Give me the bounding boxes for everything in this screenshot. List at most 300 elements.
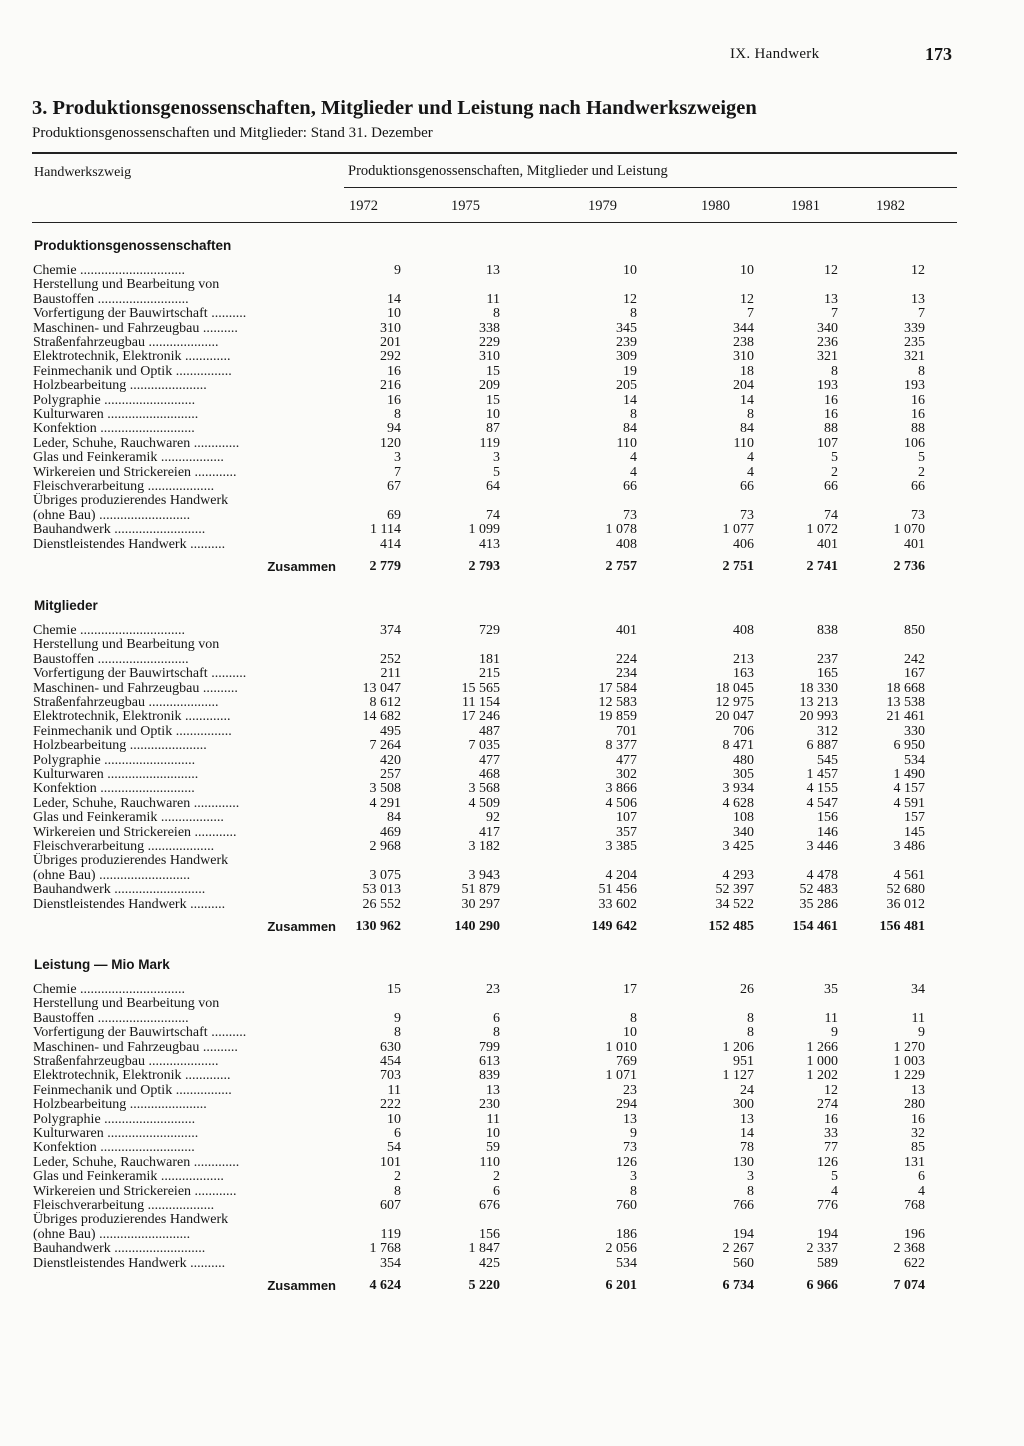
table-cell: 110 — [479, 1154, 500, 1170]
row-label: Fleischverarbeitung ................... — [33, 839, 215, 854]
table-row — [0, 982, 1024, 997]
table-cell: 222 — [380, 1097, 401, 1113]
table-cell: 194 — [817, 1226, 838, 1242]
table-cell: 224 — [616, 651, 637, 667]
table-cell: 354 — [380, 1255, 401, 1271]
table-cell: 340 — [817, 320, 838, 336]
table-cell: 156 — [479, 1226, 500, 1242]
table-cell: 14 — [740, 392, 754, 408]
table-cell: 589 — [817, 1255, 838, 1271]
table-cell: 193 — [904, 378, 925, 394]
table-row — [0, 681, 1024, 696]
table-row — [0, 277, 1024, 292]
row-label: Maschinen- und Fahrzeugbau .......... — [33, 680, 238, 696]
table-cell: 487 — [479, 723, 500, 739]
table-cell: 9 — [831, 1025, 838, 1041]
table-cell: 8 — [918, 363, 925, 379]
table-cell: 13 213 — [799, 695, 838, 710]
table-cell: 8 — [831, 363, 838, 379]
table-cell: 126 — [817, 1154, 838, 1170]
table-cell: 408 — [616, 536, 637, 552]
table-cell: 495 — [380, 723, 401, 739]
table-cell: 8 — [394, 1025, 401, 1041]
table-cell: 15 565 — [461, 680, 500, 696]
table-cell: 3 — [630, 1169, 637, 1185]
table-cell: 156 — [817, 810, 838, 826]
table-cell: 107 — [616, 810, 637, 826]
table-cell: 73 — [911, 507, 925, 523]
table-row — [0, 666, 1024, 681]
table-cell: 88 — [824, 421, 838, 437]
table-cell: 10 — [740, 263, 754, 278]
table-cell: 181 — [479, 651, 500, 667]
row-label: Glas und Feinkeramik .................. — [33, 810, 224, 826]
table-cell: 6 887 — [806, 738, 838, 754]
table-cell: 8 — [394, 407, 401, 422]
total-cell: 2 736 — [893, 559, 925, 574]
table-cell: 2 968 — [369, 839, 401, 854]
table-cell: 110 — [616, 435, 637, 451]
table-cell: 3 508 — [369, 781, 401, 797]
table-cell: 3 866 — [605, 781, 637, 797]
row-label: Vorfertigung der Bauwirtschaft .......... — [33, 1025, 247, 1041]
table-row — [0, 1227, 1024, 1242]
table-cell: 14 — [387, 291, 401, 307]
row-label: Baustoffen .......................... — [33, 291, 189, 307]
table-cell: 66 — [740, 479, 754, 494]
table-row — [0, 1140, 1024, 1155]
table-cell: 274 — [817, 1097, 838, 1113]
table-row — [0, 1054, 1024, 1069]
table-cell: 3 — [493, 450, 500, 466]
table-cell: 11 — [911, 1010, 925, 1026]
table-cell: 14 — [740, 1126, 754, 1141]
table-cell: 839 — [479, 1068, 500, 1084]
row-label: Kulturwaren .......................... — [33, 1126, 199, 1141]
table-cell: 87 — [486, 421, 500, 437]
table-cell: 469 — [380, 824, 401, 840]
table-cell: 305 — [733, 767, 754, 782]
row-label: Chemie .............................. — [33, 263, 186, 278]
table-row — [0, 407, 1024, 422]
table-cell: 193 — [817, 378, 838, 394]
table-cell: 108 — [733, 810, 754, 826]
table-cell: 16 — [824, 407, 838, 422]
table-cell: 1 266 — [806, 1039, 838, 1055]
table-cell: 534 — [616, 1255, 637, 1271]
table-cell: 4 — [831, 1183, 838, 1199]
table-cell: 6 — [394, 1126, 401, 1141]
running-head: IX. Handwerk — [730, 46, 820, 62]
header-rule — [32, 222, 957, 223]
table-cell: 194 — [733, 1226, 754, 1242]
table-cell: 88 — [911, 421, 925, 437]
table-cell: 3 425 — [722, 839, 754, 854]
table-row — [0, 738, 1024, 753]
table-cell: 560 — [733, 1255, 754, 1271]
table-row — [0, 709, 1024, 724]
table-cell: 3 182 — [468, 839, 500, 854]
table-cell: 26 — [740, 982, 754, 997]
table-cell: 4 — [630, 450, 637, 466]
table-cell: 1 000 — [806, 1054, 838, 1069]
table-cell: 64 — [486, 479, 500, 494]
table-cell: 4 561 — [893, 867, 925, 883]
table-cell: 165 — [817, 666, 838, 682]
table-cell: 706 — [733, 723, 754, 739]
table-cell: 7 035 — [468, 738, 500, 754]
table-cell: 66 — [911, 479, 925, 494]
table-cell: 216 — [380, 378, 401, 394]
year-header-3: 1980 — [701, 198, 730, 214]
table-cell: 235 — [904, 335, 925, 350]
row-label: Polygraphie .......................... — [33, 392, 196, 408]
table-row — [0, 810, 1024, 825]
table-cell: 8 — [394, 1183, 401, 1199]
table-cell: 5 — [493, 464, 500, 480]
table-row — [0, 292, 1024, 307]
total-cell: 2 741 — [806, 559, 838, 574]
table-cell: 213 — [733, 651, 754, 667]
table-row — [0, 393, 1024, 408]
table-cell: 4 157 — [893, 781, 925, 797]
table-cell: 17 — [623, 982, 637, 997]
table-cell: 20 047 — [715, 709, 754, 725]
table-cell: 77 — [824, 1140, 838, 1156]
row-label: Leder, Schuhe, Rauchwaren ............. — [33, 795, 240, 811]
table-cell: 18 330 — [799, 680, 838, 696]
table-row — [0, 306, 1024, 321]
row-label: Dienstleistendes Handwerk .......... — [33, 536, 226, 552]
row-label: Übriges produzierendes Handwerk — [33, 1212, 229, 1228]
table-cell: 51 456 — [598, 882, 637, 898]
table-cell: 9 — [394, 1010, 401, 1026]
group-rule — [344, 187, 957, 188]
table-cell: 11 — [824, 1010, 838, 1026]
table-cell: 357 — [616, 824, 637, 840]
row-label: Herstellung und Bearbeitung von — [33, 996, 220, 1012]
table-cell: 3 — [394, 450, 401, 466]
table-row — [0, 868, 1024, 883]
table-cell: 1 099 — [468, 522, 500, 538]
table-row — [0, 753, 1024, 768]
table-cell: 4 628 — [722, 795, 754, 811]
table-cell: 12 — [623, 291, 637, 307]
row-label: Glas und Feinkeramik .................. — [33, 450, 224, 466]
row-label: Herstellung und Bearbeitung von — [33, 637, 220, 653]
table-cell: 292 — [380, 349, 401, 365]
table-cell: 157 — [904, 810, 925, 826]
table-cell: 420 — [380, 752, 401, 768]
year-header-5: 1982 — [876, 198, 905, 214]
table-cell: 2 — [394, 1169, 401, 1185]
table-cell: 703 — [380, 1068, 401, 1084]
row-label: Fleischverarbeitung ................... — [33, 1198, 215, 1213]
total-cell: 2 751 — [722, 559, 754, 574]
table-cell: 234 — [616, 666, 637, 682]
total-cell: 154 461 — [792, 919, 838, 934]
table-cell: 8 377 — [605, 738, 637, 754]
table-cell: 406 — [733, 536, 754, 552]
table-cell: 4 — [630, 464, 637, 480]
table-cell: 131 — [904, 1154, 925, 1170]
table-row — [0, 996, 1024, 1011]
table-cell: 3 446 — [806, 839, 838, 854]
table-row — [0, 1083, 1024, 1098]
table-cell: 1 270 — [893, 1039, 925, 1055]
table-cell: 19 859 — [598, 709, 637, 725]
table-cell: 9 — [630, 1126, 637, 1141]
table-cell: 534 — [904, 752, 925, 768]
table-row — [0, 1241, 1024, 1256]
table-cell: 1 127 — [722, 1068, 754, 1084]
table-cell: 11 — [486, 291, 500, 307]
table-cell: 242 — [904, 651, 925, 667]
year-header-0: 1972 — [349, 198, 378, 214]
table-cell: 344 — [733, 320, 754, 336]
table-cell: 106 — [904, 435, 925, 451]
table-cell: 1 229 — [893, 1068, 925, 1084]
table-cell: 16 — [911, 392, 925, 408]
table-row — [0, 853, 1024, 868]
table-cell: 23 — [486, 982, 500, 997]
column-header-group: Produktionsgenossenschaften, Mitglieder und Leistung — [348, 163, 668, 179]
row-label: Polygraphie .......................... — [33, 752, 196, 768]
table-cell: 951 — [733, 1054, 754, 1069]
row-label: Feinmechanik und Optik ................ — [33, 1082, 232, 1098]
table-cell: 17 584 — [598, 680, 637, 696]
total-cell: 7 074 — [893, 1278, 925, 1293]
table-cell: 11 — [387, 1082, 401, 1098]
table-cell: 622 — [904, 1255, 925, 1271]
table-cell: 13 — [486, 1082, 500, 1098]
table-cell: 107 — [817, 435, 838, 451]
table-row — [0, 781, 1024, 796]
table-row — [0, 436, 1024, 451]
table-cell: 340 — [733, 824, 754, 840]
table-row — [0, 637, 1024, 652]
table-cell: 607 — [380, 1198, 401, 1213]
table-cell: 5 — [831, 1169, 838, 1185]
table-cell: 6 — [493, 1183, 500, 1199]
table-cell: 7 — [747, 306, 754, 322]
table-cell: 1 071 — [605, 1068, 637, 1084]
table-cell: 8 612 — [369, 695, 401, 710]
table-cell: 67 — [387, 479, 401, 494]
table-cell: 630 — [380, 1039, 401, 1055]
table-cell: 3 075 — [369, 867, 401, 883]
row-label: Elektrotechnik, Elektronik ............. — [33, 1068, 231, 1084]
table-row — [0, 1112, 1024, 1127]
row-label: Kulturwaren .......................... — [33, 767, 199, 782]
table-cell: 33 602 — [598, 896, 637, 912]
table-cell: 14 — [623, 392, 637, 408]
table-cell: 8 — [630, 1010, 637, 1026]
table-cell: 321 — [817, 349, 838, 365]
row-label: Feinmechanik und Optik ................ — [33, 723, 232, 739]
table-cell: 302 — [616, 767, 637, 782]
table-cell: 454 — [380, 1054, 401, 1069]
table-cell: 1 768 — [369, 1241, 401, 1257]
table-cell: 36 012 — [886, 896, 925, 912]
total-cell: 156 481 — [879, 919, 925, 934]
table-cell: 215 — [479, 666, 500, 682]
page-subtitle: Produktionsgenossenschaften und Mitglieder: Stand 31. Dezember — [32, 125, 433, 141]
table-cell: 13 — [740, 1111, 754, 1127]
table-row — [0, 421, 1024, 436]
table-cell: 17 246 — [461, 709, 500, 725]
table-row — [0, 1097, 1024, 1112]
table-cell: 120 — [380, 435, 401, 451]
row-label: Herstellung und Bearbeitung von — [33, 277, 220, 293]
table-cell: 33 — [824, 1126, 838, 1141]
table-cell: 310 — [479, 349, 500, 365]
row-label: Leder, Schuhe, Rauchwaren ............. — [33, 1154, 240, 1170]
table-cell: 1 003 — [893, 1054, 925, 1069]
table-cell: 8 — [630, 407, 637, 422]
table-cell: 613 — [479, 1054, 500, 1069]
table-cell: 8 — [747, 407, 754, 422]
table-row — [0, 767, 1024, 782]
section-title: Produktionsgenossenschaften — [34, 238, 232, 253]
table-cell: 73 — [623, 507, 637, 523]
table-cell: 2 — [831, 464, 838, 480]
row-label: Leder, Schuhe, Rauchwaren ............. — [33, 435, 240, 451]
table-cell: 2 — [493, 1169, 500, 1185]
table-cell: 425 — [479, 1255, 500, 1271]
table-row — [0, 450, 1024, 465]
table-row — [0, 1198, 1024, 1213]
table-cell: 2 267 — [722, 1241, 754, 1257]
table-cell: 54 — [387, 1140, 401, 1156]
table-cell: 18 668 — [886, 680, 925, 696]
table-cell: 799 — [479, 1039, 500, 1055]
table-cell: 6 — [493, 1010, 500, 1026]
page-title: 3. Produktionsgenossenschaften, Mitglieder und Leistung nach Handwerkszweigen — [32, 97, 757, 119]
total-row — [0, 559, 1024, 574]
row-label: Feinmechanik und Optik ................ — [33, 363, 232, 379]
table-cell: 401 — [616, 623, 637, 638]
table-cell: 408 — [733, 623, 754, 638]
section-title: Mitglieder — [34, 598, 98, 613]
table-cell: 74 — [486, 507, 500, 523]
row-label: (ohne Bau) .......................... — [33, 1226, 191, 1242]
row-label: Übriges produzierendes Handwerk — [33, 493, 229, 509]
table-row — [0, 522, 1024, 537]
table-cell: 477 — [616, 752, 637, 768]
table-cell: 19 — [623, 363, 637, 379]
table-cell: 3 934 — [722, 781, 754, 797]
table-cell: 23 — [623, 1082, 637, 1098]
year-header-1: 1975 — [451, 198, 480, 214]
row-label: Glas und Feinkeramik .................. — [33, 1169, 224, 1185]
table-cell: 78 — [740, 1140, 754, 1156]
table-cell: 52 483 — [799, 882, 838, 898]
table-cell: 130 — [733, 1154, 754, 1170]
table-cell: 1 202 — [806, 1068, 838, 1084]
table-cell: 1 072 — [806, 522, 838, 538]
table-cell: 7 — [918, 306, 925, 322]
table-cell: 4 204 — [605, 867, 637, 883]
table-cell: 16 — [387, 392, 401, 408]
row-label: Holzbearbeitung ...................... — [33, 1097, 207, 1113]
table-cell: 13 — [824, 291, 838, 307]
table-cell: 16 — [387, 363, 401, 379]
row-label: Konfektion ........................... — [33, 421, 195, 437]
total-row — [0, 1278, 1024, 1293]
table-cell: 66 — [824, 479, 838, 494]
table-cell: 8 471 — [722, 738, 754, 754]
row-label: Chemie .............................. — [33, 982, 186, 997]
table-cell: 1 078 — [605, 522, 637, 538]
row-label: Konfektion ........................... — [33, 781, 195, 797]
table-cell: 16 — [824, 392, 838, 408]
table-cell: 6 — [918, 1169, 925, 1185]
row-label: Dienstleistendes Handwerk .......... — [33, 1255, 226, 1271]
table-cell: 10 — [623, 263, 637, 278]
table-cell: 280 — [904, 1097, 925, 1113]
table-cell: 309 — [616, 349, 637, 365]
table-cell: 252 — [380, 651, 401, 667]
table-cell: 52 397 — [715, 882, 754, 898]
table-cell: 1 077 — [722, 522, 754, 538]
table-cell: 146 — [817, 824, 838, 840]
table-cell: 6 950 — [893, 738, 925, 754]
table-cell: 294 — [616, 1097, 637, 1113]
table-row — [0, 825, 1024, 840]
table-row — [0, 479, 1024, 494]
column-header-handwerkszweig: Handwerkszweig — [34, 165, 132, 180]
table-cell: 480 — [733, 752, 754, 768]
table-row — [0, 796, 1024, 811]
table-cell: 119 — [479, 435, 500, 451]
table-cell: 18 045 — [715, 680, 754, 696]
table-row — [0, 1011, 1024, 1026]
table-cell: 468 — [479, 767, 500, 782]
table-cell: 12 — [911, 263, 925, 278]
table-cell: 237 — [817, 651, 838, 667]
row-label: Dienstleistendes Handwerk .......... — [33, 896, 226, 912]
table-cell: 10 — [486, 407, 500, 422]
table-cell: 12 583 — [598, 695, 637, 710]
table-cell: 26 552 — [362, 896, 401, 912]
table-cell: 312 — [817, 723, 838, 739]
table-cell: 167 — [904, 666, 925, 682]
row-label: Bauhandwerk .......................... — [33, 1241, 206, 1257]
table-cell: 163 — [733, 666, 754, 682]
table-row — [0, 1256, 1024, 1271]
table-cell: 73 — [623, 1140, 637, 1156]
row-label: Elektrotechnik, Elektronik ............. — [33, 709, 231, 725]
table-cell: 20 993 — [799, 709, 838, 725]
total-cell: 2 757 — [605, 559, 637, 574]
table-cell: 3 385 — [605, 839, 637, 854]
table-cell: 769 — [616, 1054, 637, 1069]
total-cell: 152 485 — [708, 919, 754, 934]
total-cell: 140 290 — [454, 919, 500, 934]
table-cell: 13 047 — [362, 680, 401, 696]
table-cell: 4 — [747, 450, 754, 466]
row-label: Holzbearbeitung ...................... — [33, 378, 207, 394]
row-label: Konfektion ........................... — [33, 1140, 195, 1156]
table-cell: 201 — [380, 335, 401, 350]
table-cell: 1 114 — [370, 522, 401, 538]
table-row — [0, 321, 1024, 336]
table-cell: 11 154 — [462, 695, 500, 710]
table-cell: 417 — [479, 824, 500, 840]
total-label: Zusammen — [267, 559, 336, 574]
table-cell: 338 — [479, 320, 500, 336]
